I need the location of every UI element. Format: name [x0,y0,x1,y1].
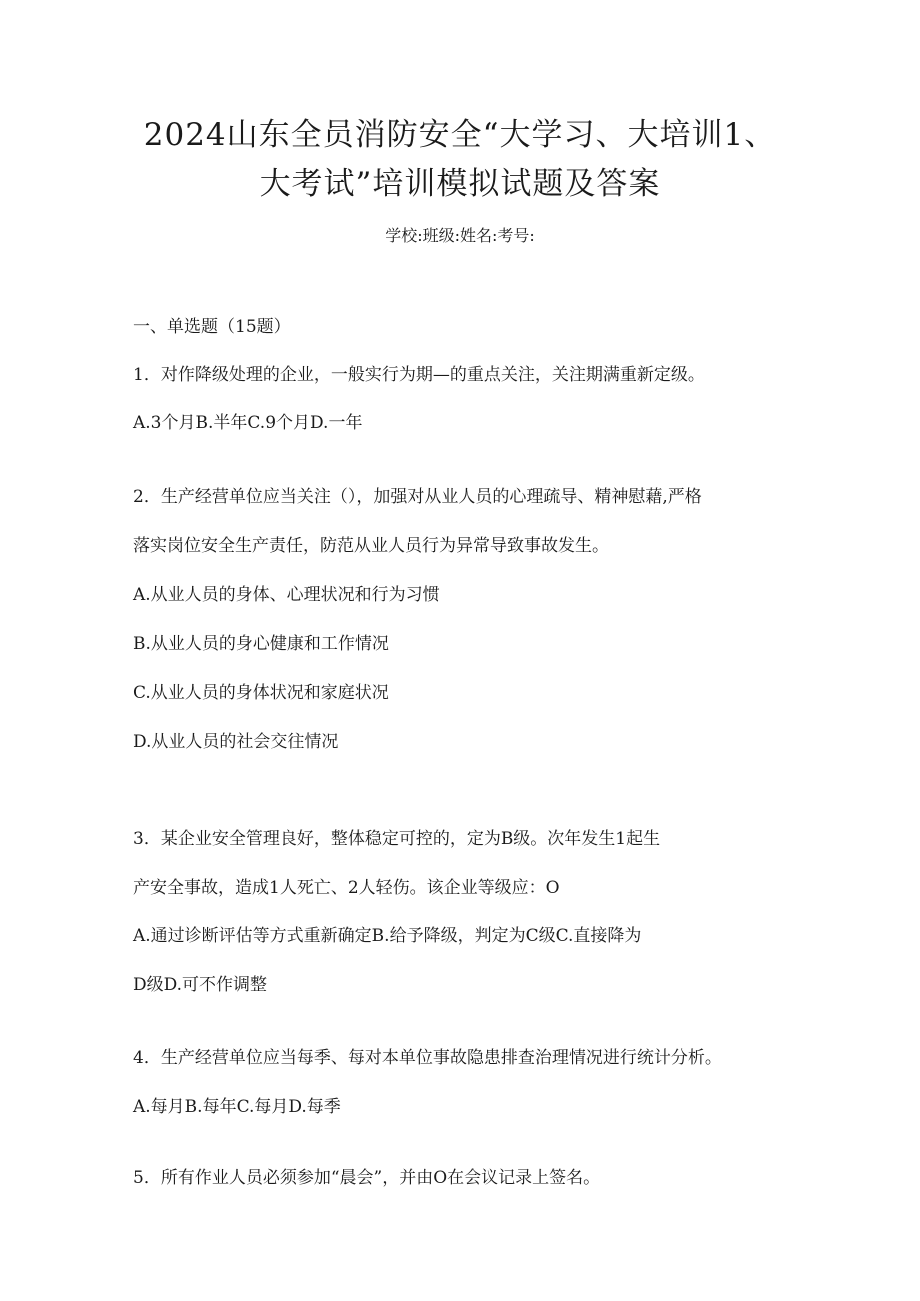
question-3-text-cont: 产安全事故，造成1人死亡、2人轻伤。该企业等级应：O [133,878,560,898]
question-2-option-b: B.从业人员的身心健康和工作情况 [133,634,389,654]
question-1-options: A.3个月B.半年C.9个月D.一年 [133,413,363,433]
question-2-option-c: C.从业人员的身体状况和家庭状况 [133,683,389,703]
question-3-text: 3．某企业安全管理良好，整体稳定可控的，定为B级。次年发生1起生 [133,829,661,849]
student-info-line: 学校:班级:姓名:考号: [385,226,535,245]
question-2-text: 2．生产经营单位应当关注（），加强对从业人员的心理疏导、精神慰藉,严格 [133,487,702,507]
question-2-option-a: A.从业人员的身体、心理状况和行为习惯 [133,585,440,605]
document-title-line-1: 2024山东全员消防安全“大学习、大培训1、 [143,117,777,153]
question-2-option-d: D.从业人员的社会交往情况 [133,732,339,752]
question-4-text: 4．生产经营单位应当每季、每对本单位事故隐患排查治理情况进行统计分析。 [133,1048,722,1068]
section-heading: 一、单选题（15题） [133,317,291,337]
question-4-options: A.每月B.每年C.每月D.每季 [133,1097,341,1117]
question-1-text: 1．对作降级处理的企业，一般实行为期—的重点关注，关注期满重新定级。 [133,365,705,385]
question-3-options-cont: D级D.可不作调整 [133,975,268,995]
document-title-line-2: 大考试”培训模拟试题及答案 [259,166,661,202]
question-5-text: 5．所有作业人员必须参加“晨会”，并由O在会议记录上签名。 [133,1168,601,1188]
question-2-text-cont: 落实岗位安全生产责任，防范从业人员行为异常导致事故发生。 [133,536,609,556]
question-3-options: A.通过诊断评估等方式重新确定B.给予降级，判定为C级C.直接降为 [133,926,642,946]
